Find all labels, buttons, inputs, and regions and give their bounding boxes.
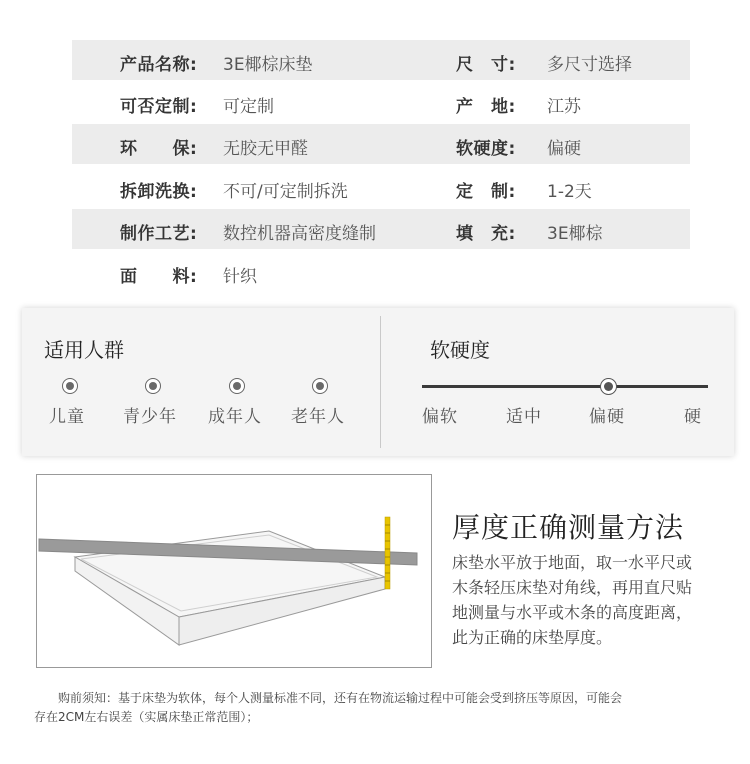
spec-label: 环 保: (120, 139, 198, 159)
spec-label: 制作工艺: (120, 224, 198, 244)
spec-value: 3E椰棕床垫 (223, 55, 313, 75)
spec-label: 定 制: (456, 182, 516, 202)
spec-value: 数控机器高密度缝制 (223, 224, 376, 244)
spec-label: 拆卸洗换: (120, 182, 198, 202)
spec-row-eco (72, 124, 690, 164)
spec-label: 尺 寸: (456, 55, 516, 75)
spec-row-customizable (72, 82, 690, 122)
measuring-ruler (385, 517, 390, 589)
audience-label: 青少年 (123, 407, 177, 427)
audience-radio-children[interactable] (62, 378, 78, 394)
audience-radio-senior[interactable] (312, 378, 328, 394)
firmness-label: 偏硬 (589, 407, 625, 427)
firmness-slider-handle[interactable] (600, 378, 617, 395)
purchase-notice-line1: 购前须知：基于床垫为软体，每个人测量标准不同，还有在物流运输过程中可能会受到挤压等原因，可能会 (58, 691, 623, 705)
spec-value: 无胶无甲醛 (223, 139, 308, 159)
spec-value: 偏硬 (547, 139, 581, 159)
audience-label: 成年人 (208, 407, 262, 427)
spec-value: 江苏 (547, 97, 581, 117)
purchase-notice-line2: 存在2CM左右误差（实属床垫正常范围）； (34, 710, 259, 724)
measure-line: 木条轻压床垫对角线，再用直尺贴 (452, 578, 693, 597)
mattress-diagram (37, 475, 431, 667)
audience-label: 老年人 (291, 407, 345, 427)
measure-description (452, 550, 692, 650)
spec-label: 软硬度: (456, 139, 516, 159)
spec-label: 填 充: (456, 224, 516, 244)
spec-value: 针织 (223, 267, 257, 287)
panel-divider (380, 316, 381, 448)
spec-value: 多尺寸选择 (547, 55, 632, 75)
audience-label: 儿童 (49, 407, 85, 427)
spec-row-fabric (72, 252, 690, 292)
measure-line: 床垫水平放于地面，取一水平尺或 (452, 553, 693, 572)
firmness-title: 软硬度 (430, 338, 490, 362)
measure-line: 地测量与水平或木条的高度距离， (452, 603, 693, 622)
spec-value: 1-2天 (547, 182, 592, 202)
measurement-illustration (36, 474, 432, 668)
audience-radio-teen[interactable] (145, 378, 161, 394)
spec-label: 面 料: (120, 267, 198, 287)
measure-line: 此为正确的床垫厚度。 (452, 628, 613, 647)
spec-value: 3E椰棕 (547, 224, 603, 244)
audience-radio-adult[interactable] (229, 378, 245, 394)
feature-panel (22, 308, 734, 456)
firmness-track[interactable] (422, 385, 708, 388)
spec-row-product-name (72, 40, 690, 80)
spec-label: 可否定制: (120, 97, 198, 117)
firmness-label: 硬 (684, 407, 702, 427)
spec-value: 可定制 (223, 97, 274, 117)
spec-row-washable (72, 167, 690, 207)
spec-label: 产品名称: (120, 55, 198, 75)
audience-title: 适用人群 (44, 338, 124, 362)
firmness-label: 偏软 (422, 407, 458, 427)
spec-row-craft (72, 209, 690, 249)
measure-title: 厚度正确测量方法 (452, 511, 685, 544)
firmness-label: 适中 (506, 407, 542, 427)
spec-value: 不可/可定制拆洗 (223, 182, 348, 202)
spec-label: 产 地: (456, 97, 516, 117)
